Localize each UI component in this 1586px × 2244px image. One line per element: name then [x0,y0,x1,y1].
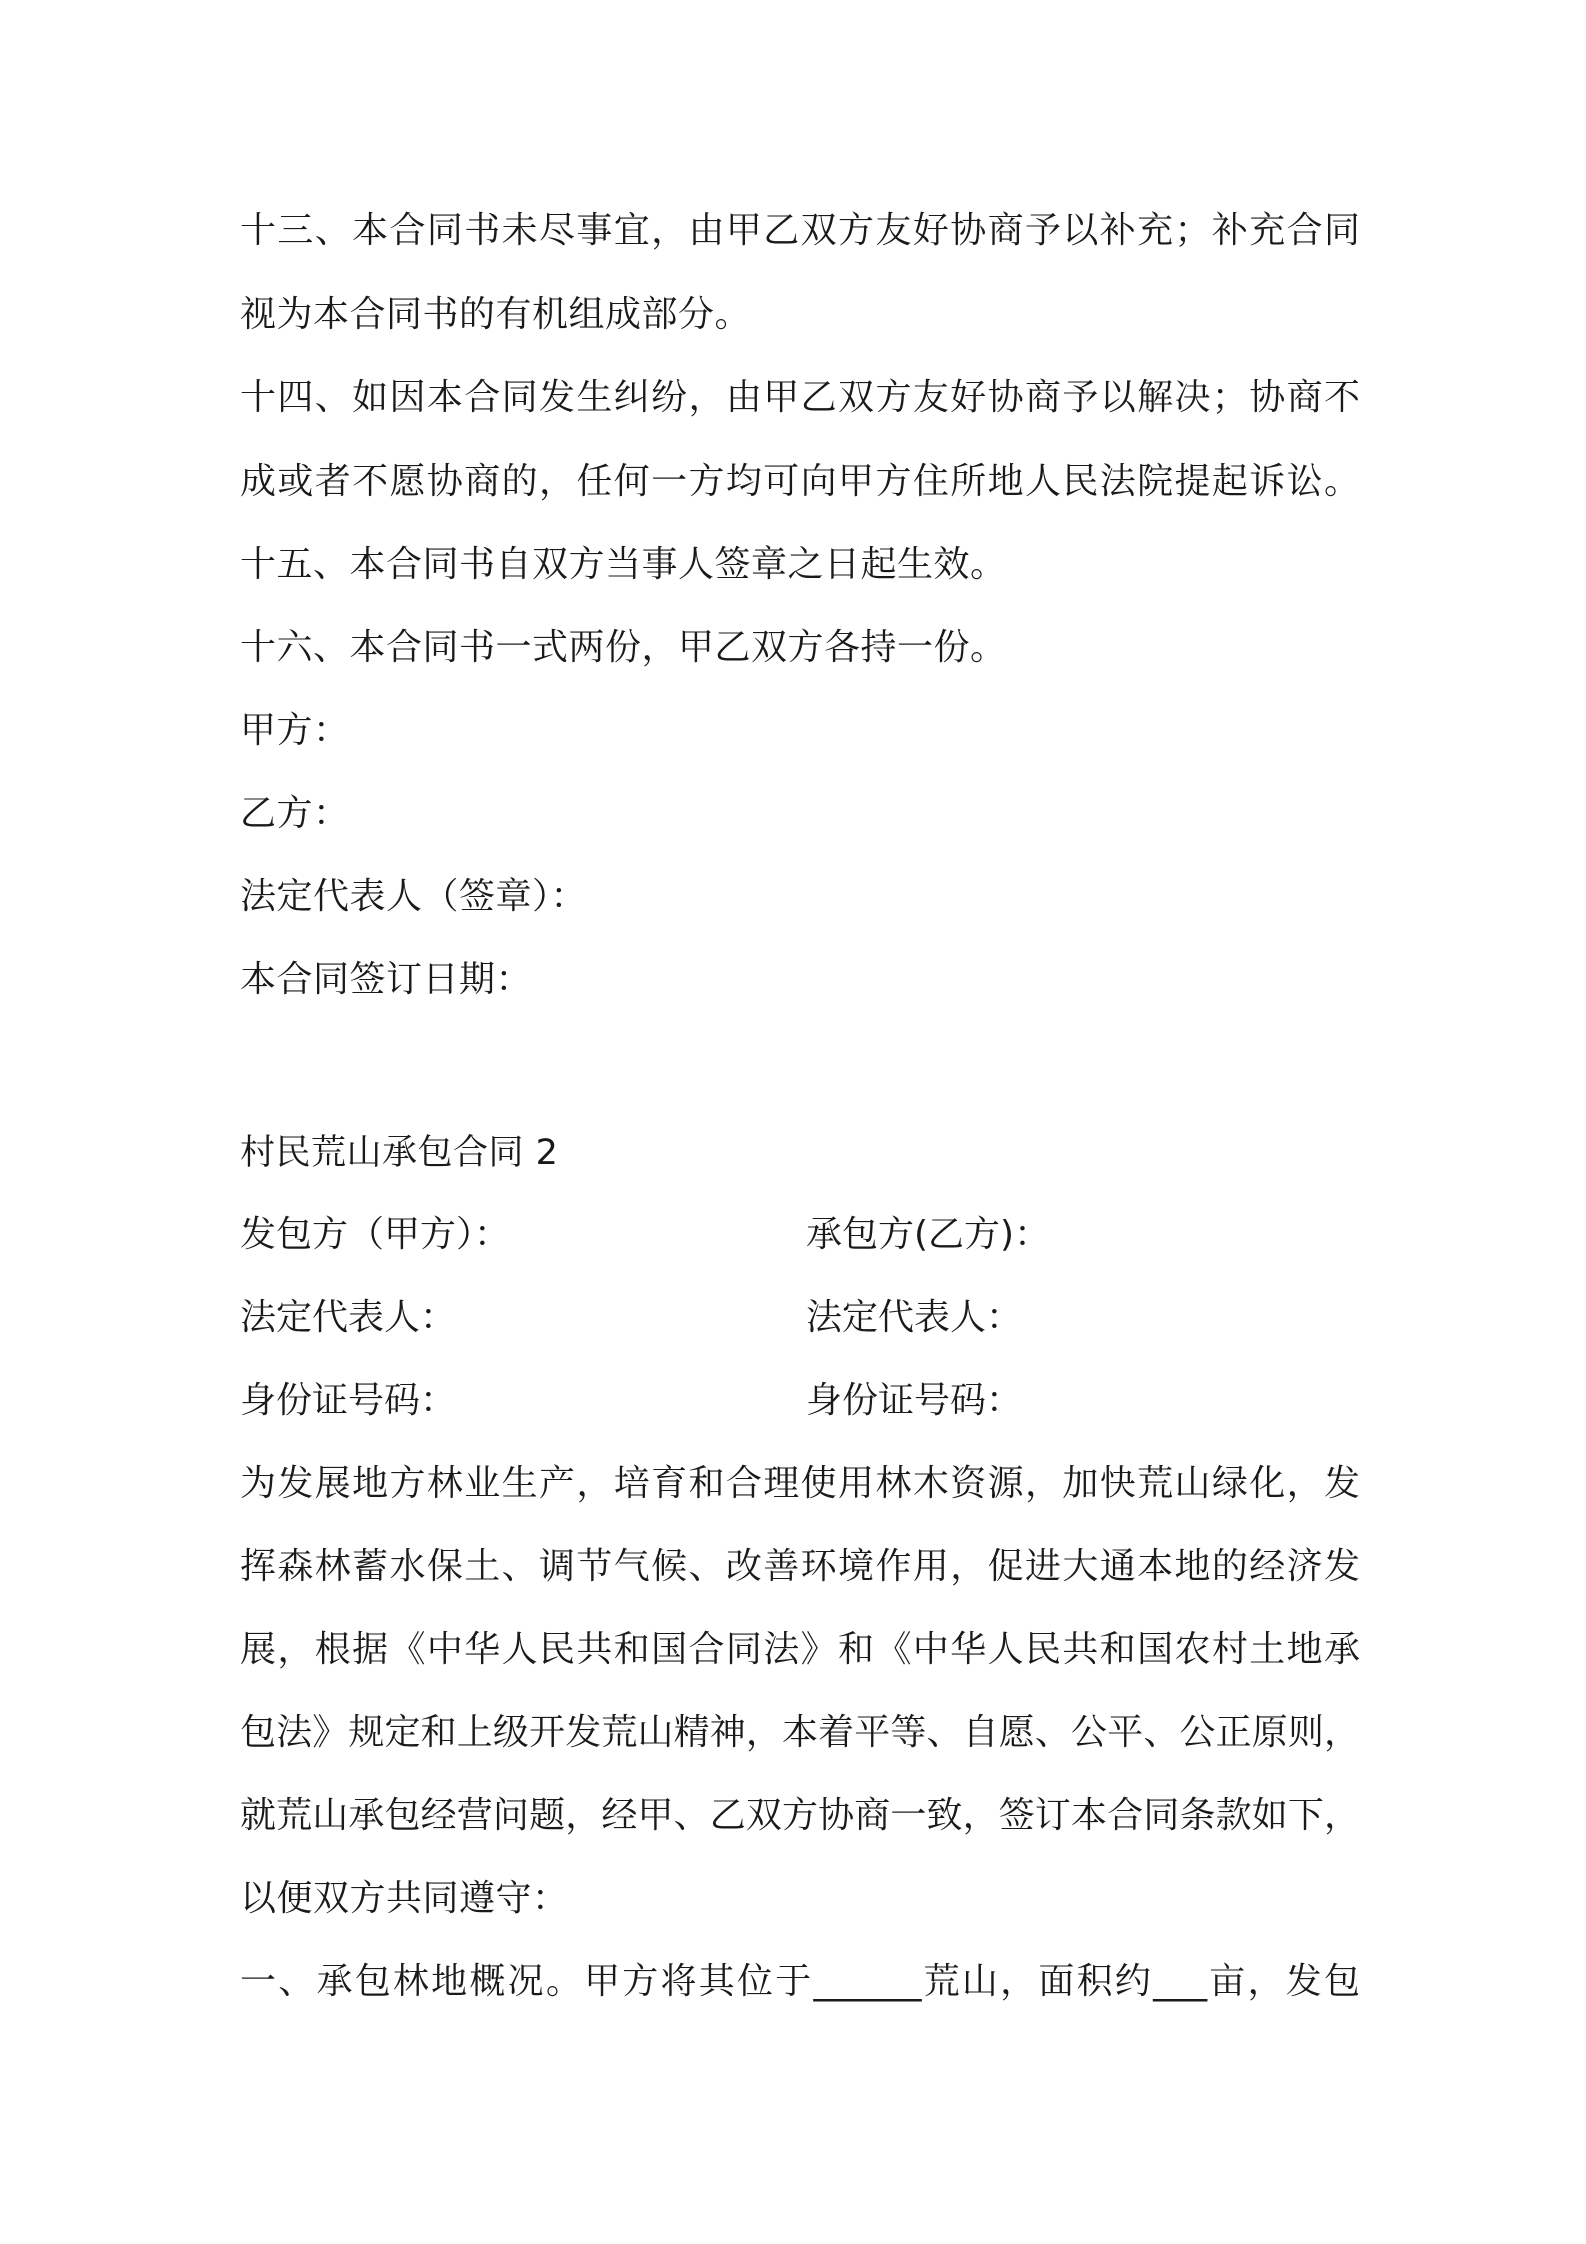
preamble-line-5: 就荒山承包经营问题，经甲、乙双方协商一致，签订本合同条款如下， [240,1795,1360,1836]
contract-2-title: 村民荒山承包合同 2 [240,1133,559,1173]
party-b-label: 乙方： [240,793,350,834]
party-b-legal-representative-label: 法定代表人： [806,1297,1023,1338]
party-a-legal-representative-label: 法定代表人： [240,1297,457,1338]
party-a-label: 甲方： [240,710,350,751]
clause-14-line-2: 成或者不愿协商的，任何一方均可向甲方住所地人民法院提起诉讼。 [240,461,1360,502]
contract-sign-date-label: 本合同签订日期： [240,959,533,1000]
clause-14-line-1: 十四、如因本合同发生纠纷，由甲乙双方友好协商予以解决；协商不 [240,377,1360,418]
clause-13-line-1: 十三、本合同书未尽事宜，由甲乙双方友好协商予以补充；补充合同 [240,210,1360,251]
preamble-line-2: 挥森林蓄水保土、调节气候、改善环境作用，促进大通本地的经济发 [240,1546,1360,1587]
legal-representative-signature-label: 法定代表人（签章）： [240,876,588,917]
preamble-line-4: 包法》规定和上级开发荒山精神，本着平等、自愿、公平、公正原则， [240,1712,1360,1753]
issuer-party-a-label: 发包方（甲方）： [240,1214,511,1255]
clause-1-line-1: 一、承包林地概况。甲方将其位于______荒山，面积约___亩，发包 [240,1961,1360,2002]
clause-16: 十六、本合同书一式两份，甲乙双方各持一份。 [240,627,1007,668]
preamble-line-6: 以便双方共同遵守： [240,1878,569,1919]
party-b-id-number-label: 身份证号码： [806,1380,1023,1421]
preamble-line-3: 展，根据《中华人民共和国合同法》和《中华人民共和国农村土地承 [240,1629,1360,1670]
preamble-line-1: 为发展地方林业生产，培育和合理使用林木资源，加快荒山绿化，发 [240,1463,1360,1504]
contractor-party-b-label: 承包方(乙方)： [806,1214,1051,1255]
clause-15: 十五、本合同书自双方当事人签章之日起生效。 [240,544,1007,585]
party-a-id-number-label: 身份证号码： [240,1380,457,1421]
clause-13-line-2: 视为本合同书的有机组成部分。 [240,294,752,335]
